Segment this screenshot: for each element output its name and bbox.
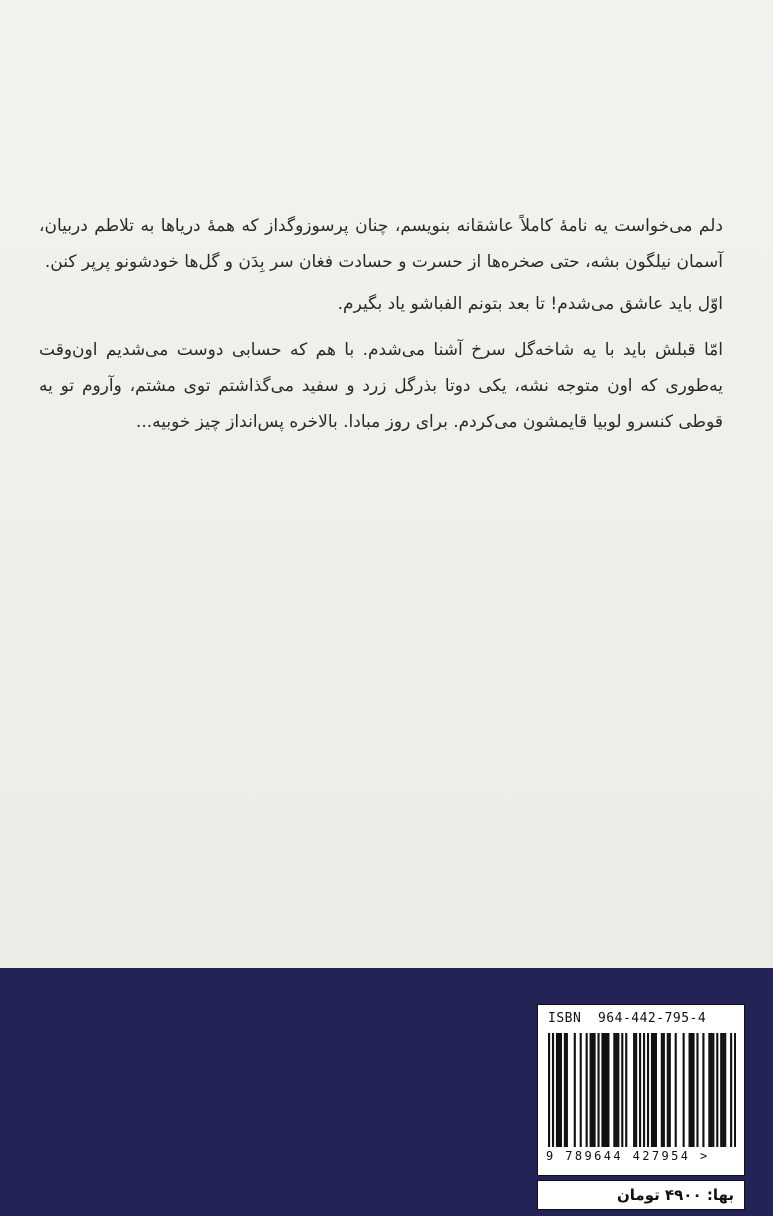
blurb-paragraph-2: اوّل باید عاشق می‌شدم! تا بعد بتونم الفباشو یاد بگیرم. <box>337 294 723 314</box>
barcode-bar <box>594 1033 596 1147</box>
barcode-bar <box>710 1033 712 1147</box>
barcode-bar <box>558 1033 560 1147</box>
blurb-text-block <box>39 208 723 440</box>
isbn-text: ISBN 964-442-795-4 <box>548 1011 707 1026</box>
barcode-bar <box>683 1033 685 1147</box>
barcode-bar <box>692 1033 694 1147</box>
barcode-digits: 9 789644 427954 > <box>546 1149 710 1163</box>
barcode-bar <box>601 1033 603 1147</box>
barcode-bar <box>592 1033 594 1147</box>
barcode-bar <box>651 1033 653 1147</box>
barcode-bar <box>621 1033 623 1147</box>
barcode-bar <box>722 1033 724 1147</box>
barcode-bar <box>566 1033 568 1147</box>
barcode-bar <box>702 1033 704 1147</box>
barcode-bar <box>615 1033 617 1147</box>
barcode-bar <box>607 1033 609 1147</box>
barcode-bar <box>635 1033 637 1147</box>
price-label: بها: ۴۹۰۰ تومان <box>537 1180 745 1210</box>
barcode-bar <box>655 1033 657 1147</box>
barcode-bar <box>734 1033 736 1147</box>
barcode-bar <box>552 1033 554 1147</box>
barcode-bar <box>556 1033 558 1147</box>
barcode-bar <box>586 1033 588 1147</box>
barcode-bar <box>724 1033 726 1147</box>
barcode-bar <box>597 1033 599 1147</box>
barcode-bar <box>548 1033 550 1147</box>
barcode-bar <box>690 1033 692 1147</box>
barcode-bar <box>716 1033 718 1147</box>
barcode-bar <box>617 1033 619 1147</box>
barcode-label <box>537 1004 745 1176</box>
barcode-bar <box>720 1033 722 1147</box>
barcode-bar <box>653 1033 655 1147</box>
blurb-paragraph-3: امّا قبلش باید با یه شاخه‌گل سرخ آشنا می‌شدم. با هم که حسابی دوست می‌شدیم اون‌وقت یه‌طوری که اون متوجه نشه، یکی دوتا بذرگل زرد و سفید می‌گذاشتم توی مشتم، وآروم تو یه قوطی کنسرو لوبیا قایمشون می‌کردم. برای روز مبادا. بالاخره پس‌انداز چیز خوبیه... <box>39 340 723 432</box>
barcode-bar <box>574 1033 576 1147</box>
barcode-bar <box>580 1033 582 1147</box>
barcode-bar <box>667 1033 669 1147</box>
barcode-bar <box>613 1033 615 1147</box>
barcode-bars <box>548 1033 736 1147</box>
barcode-bar <box>696 1033 698 1147</box>
barcode-bar <box>590 1033 592 1147</box>
barcode-bar <box>712 1033 714 1147</box>
barcode-bar <box>669 1033 671 1147</box>
barcode-bar <box>603 1033 605 1147</box>
barcode-bar <box>675 1033 677 1147</box>
barcode-bar <box>689 1033 691 1147</box>
barcode-bar <box>639 1033 641 1147</box>
barcode-bar <box>730 1033 732 1147</box>
barcode-bar <box>663 1033 665 1147</box>
barcode-bar <box>560 1033 562 1147</box>
barcode-bar <box>605 1033 607 1147</box>
barcode-bar <box>564 1033 566 1147</box>
barcode-bar <box>643 1033 645 1147</box>
barcode-bar <box>625 1033 627 1147</box>
barcode-bar <box>661 1033 663 1147</box>
barcode-bar <box>708 1033 710 1147</box>
blurb-paragraph-1: دلم می‌خواست یه نامهٔ کاملاً عاشقانه بنویسم، چنان پرسوزوگداز که همهٔ دریاها به تلاطم دربیان، آسمان نیلگون بشه، حتی صخره‌ها از حسرت و حسادت فغان سر بِدَن و گل‌ها خودشونو پرپر کنن. <box>39 216 723 272</box>
barcode-bar <box>647 1033 649 1147</box>
barcode-bar <box>633 1033 635 1147</box>
